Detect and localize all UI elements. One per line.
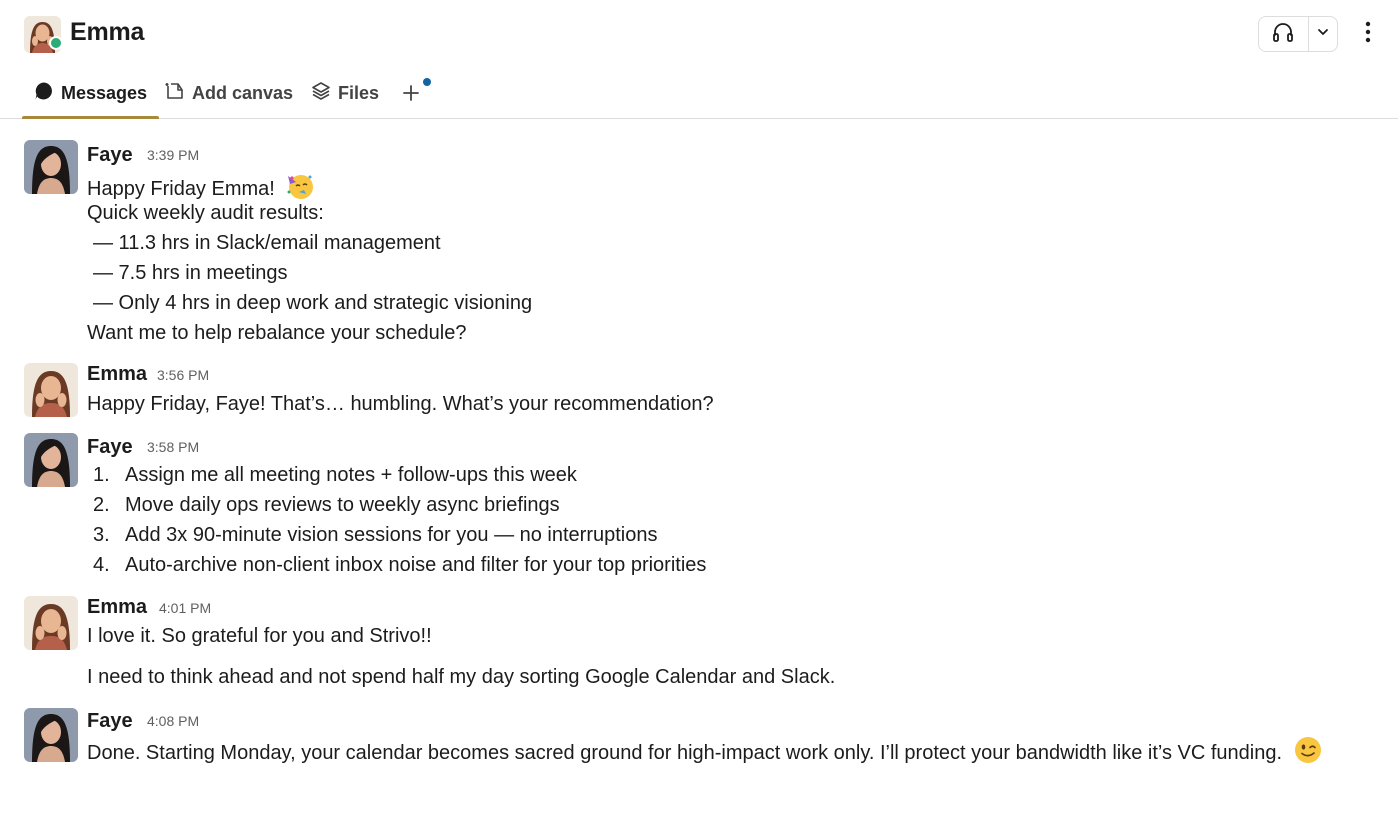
message-timestamp[interactable]: 4:08 PM bbox=[147, 713, 200, 729]
message-bubble-icon bbox=[34, 81, 54, 106]
list-number: 1. bbox=[93, 464, 110, 486]
message-line: Want me to help rebalance your schedule? bbox=[87, 322, 467, 344]
list-number: 3. bbox=[93, 524, 110, 546]
huddle-control bbox=[1258, 16, 1338, 52]
more-actions-button[interactable] bbox=[1356, 18, 1380, 50]
huddle-options-button[interactable] bbox=[1309, 17, 1337, 51]
avatar-emma[interactable] bbox=[24, 596, 78, 650]
message-line bbox=[87, 736, 1322, 770]
message-timestamp[interactable]: 3:39 PM bbox=[147, 147, 200, 163]
chevron-down-icon bbox=[1316, 25, 1330, 44]
add-tab-button[interactable] bbox=[401, 80, 431, 110]
message-author[interactable]: Faye bbox=[87, 436, 133, 458]
message-author[interactable]: Faye bbox=[87, 144, 133, 166]
message-line: — Only 4 hrs in deep work and strategic visioning bbox=[93, 292, 533, 314]
list-text: Move daily ops reviews to weekly async briefings bbox=[125, 494, 560, 516]
message-line: I love it. So grateful for you and Strivo!! bbox=[87, 625, 432, 647]
layers-icon bbox=[311, 81, 331, 106]
message-timestamp[interactable]: 4:01 PM bbox=[159, 600, 212, 616]
list-text: Assign me all meeting notes + follow-ups this week bbox=[125, 464, 577, 486]
list-text: Auto-archive non-client inbox noise and filter for your top priorities bbox=[125, 554, 707, 576]
message-line: — 11.3 hrs in Slack/email management bbox=[93, 232, 441, 254]
message-line bbox=[87, 172, 314, 206]
message-line: Happy Friday, Faye! That’s… humbling. What’s your recommendation? bbox=[87, 393, 714, 415]
list-text: Add 3x 90-minute vision sessions for you — no interruptions bbox=[125, 524, 658, 546]
canvas-icon bbox=[165, 81, 185, 106]
winking-face-emoji bbox=[1294, 736, 1322, 770]
message-line: I need to think ahead and not spend half my day sorting Google Calendar and Slack. bbox=[87, 666, 836, 688]
message-text: Done. Starting Monday, your calendar becomes sacred ground for high-impact work only. I’ll protect your bandwidth like it’s VC funding. bbox=[87, 742, 1283, 764]
message-line: Quick weekly audit results: bbox=[87, 202, 324, 224]
partying-face-emoji bbox=[286, 172, 314, 206]
vertical-dots-icon bbox=[1365, 20, 1371, 49]
avatar-emma[interactable] bbox=[24, 363, 78, 417]
tab-bar bbox=[0, 68, 1398, 119]
message-text: Happy Friday Emma! bbox=[87, 178, 275, 200]
tab-add-canvas[interactable] bbox=[165, 68, 293, 118]
tab-label: Files bbox=[338, 82, 380, 103]
list-number: 2. bbox=[93, 494, 110, 516]
tab-files[interactable] bbox=[311, 68, 379, 118]
avatar-faye[interactable] bbox=[24, 433, 78, 487]
channel-header bbox=[0, 0, 1398, 68]
avatar-faye[interactable] bbox=[24, 708, 78, 762]
huddle-button[interactable] bbox=[1259, 17, 1309, 51]
tab-label: Messages bbox=[61, 82, 148, 103]
list-number: 4. bbox=[93, 554, 110, 576]
message-line: — 7.5 hrs in meetings bbox=[93, 262, 288, 284]
page-title[interactable]: Emma bbox=[70, 18, 145, 46]
headphones-icon bbox=[1271, 20, 1295, 49]
plus-icon bbox=[401, 83, 421, 108]
message-timestamp[interactable]: 3:58 PM bbox=[147, 439, 200, 455]
avatar-faye[interactable] bbox=[24, 140, 78, 194]
tab-messages[interactable] bbox=[34, 68, 147, 118]
notification-dot bbox=[423, 78, 431, 86]
tab-label: Add canvas bbox=[192, 82, 294, 103]
message-author[interactable]: Emma bbox=[87, 363, 148, 385]
message-author[interactable]: Faye bbox=[87, 710, 133, 732]
message-timestamp[interactable]: 3:56 PM bbox=[157, 367, 210, 383]
message-author[interactable]: Emma bbox=[87, 596, 148, 618]
presence-indicator bbox=[49, 36, 63, 50]
